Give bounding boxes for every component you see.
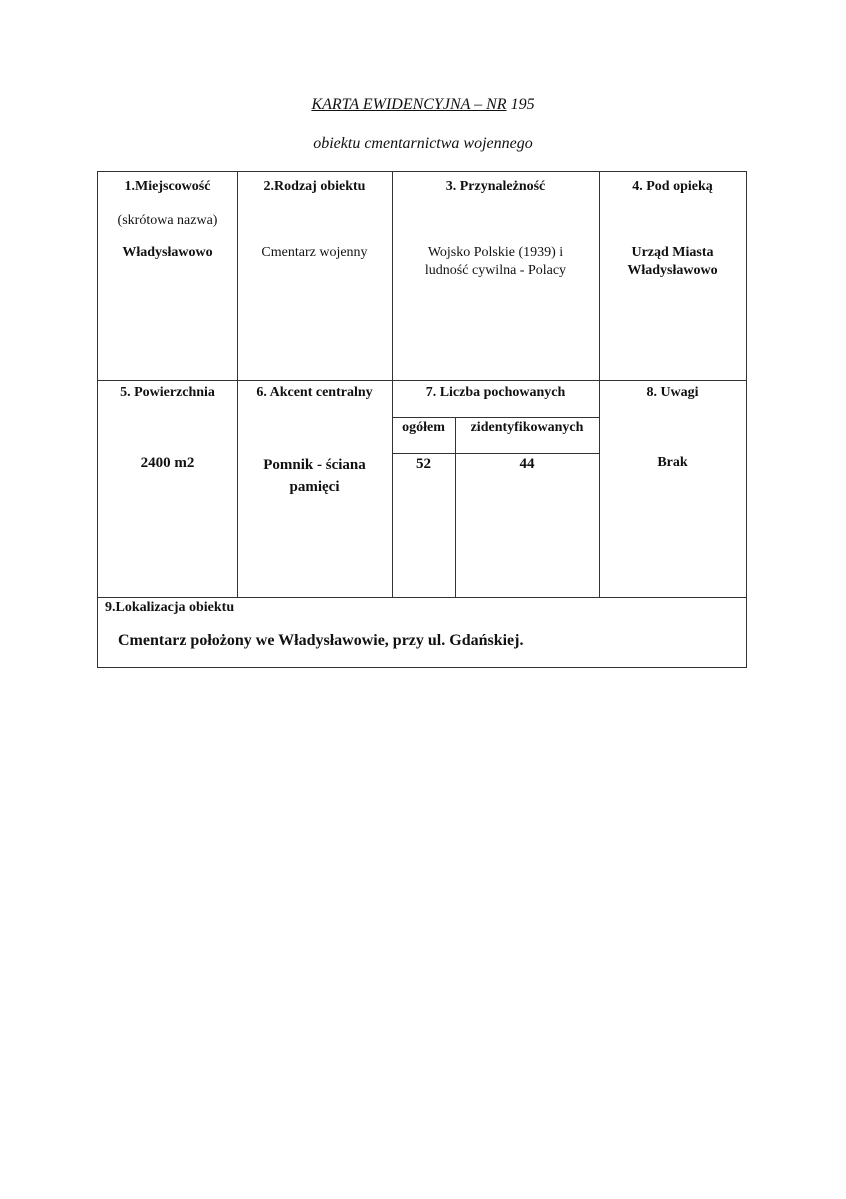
location-value: Cmentarz położony we Władysławowie, przy ul. Gdańskiej. xyxy=(118,632,524,649)
location-label: 9.Lokalizacja obiektu xyxy=(105,600,235,615)
subheader-divider-top xyxy=(392,417,599,418)
area-cell xyxy=(98,384,237,472)
central-accent-label: 6. Akcent centralny xyxy=(256,385,373,400)
locality-label: 1.Miejscowość xyxy=(124,179,211,194)
object-type-cell xyxy=(237,178,392,262)
affiliation-value-line1: Wojsko Polskie (1939) i xyxy=(427,245,564,260)
care-cell xyxy=(599,178,746,280)
horizontal-divider xyxy=(98,380,746,381)
remarks-value: Brak xyxy=(657,455,688,470)
care-label: 4. Pod opieką xyxy=(632,179,713,194)
affiliation-value-line2: ludność cywilna - Polacy xyxy=(424,263,567,278)
card-title xyxy=(0,96,846,114)
central-accent-value-line2: pamięci xyxy=(289,479,340,495)
buried-count-label: 7. Liczba pochowanych xyxy=(425,385,566,400)
sub-column-divider xyxy=(455,417,456,597)
central-accent-cell xyxy=(237,384,392,498)
buried-total-header: ogółem xyxy=(402,420,445,435)
remarks-label: 8. Uwagi xyxy=(646,385,699,400)
subheader-divider-bottom xyxy=(392,453,599,454)
object-type-label: 2.Rodzaj obiektu xyxy=(263,179,366,194)
locality-value: Władysławowo xyxy=(122,245,213,260)
card-title-text: KARTA EWIDENCYJNA – NR xyxy=(311,96,507,113)
card-subtitle: obiektu cmentarnictwa wojennego xyxy=(313,135,533,152)
locality-cell xyxy=(98,178,237,262)
card-number: 195 xyxy=(510,96,535,113)
buried-total-value: 52 xyxy=(416,456,431,472)
care-value-line2: Władysławowo xyxy=(627,263,718,278)
affiliation-label: 3. Przynależność xyxy=(445,179,546,194)
horizontal-divider xyxy=(98,597,746,598)
remarks-cell xyxy=(599,384,746,472)
area-value: 2400 m2 xyxy=(140,455,195,471)
locality-sublabel: (skrótowa nazwa) xyxy=(117,213,218,228)
central-accent-value-line1: Pomnik - ściana xyxy=(263,457,366,473)
buried-identified-header: zidentyfikowanych xyxy=(470,420,584,435)
record-card-table xyxy=(97,171,747,668)
area-label: 5. Powierzchnia xyxy=(120,385,215,400)
affiliation-cell xyxy=(392,178,599,280)
object-type-value: Cmentarz wojenny xyxy=(261,245,368,260)
care-value-line1: Urząd Miasta xyxy=(631,245,714,260)
buried-identified-value: 44 xyxy=(519,456,535,472)
